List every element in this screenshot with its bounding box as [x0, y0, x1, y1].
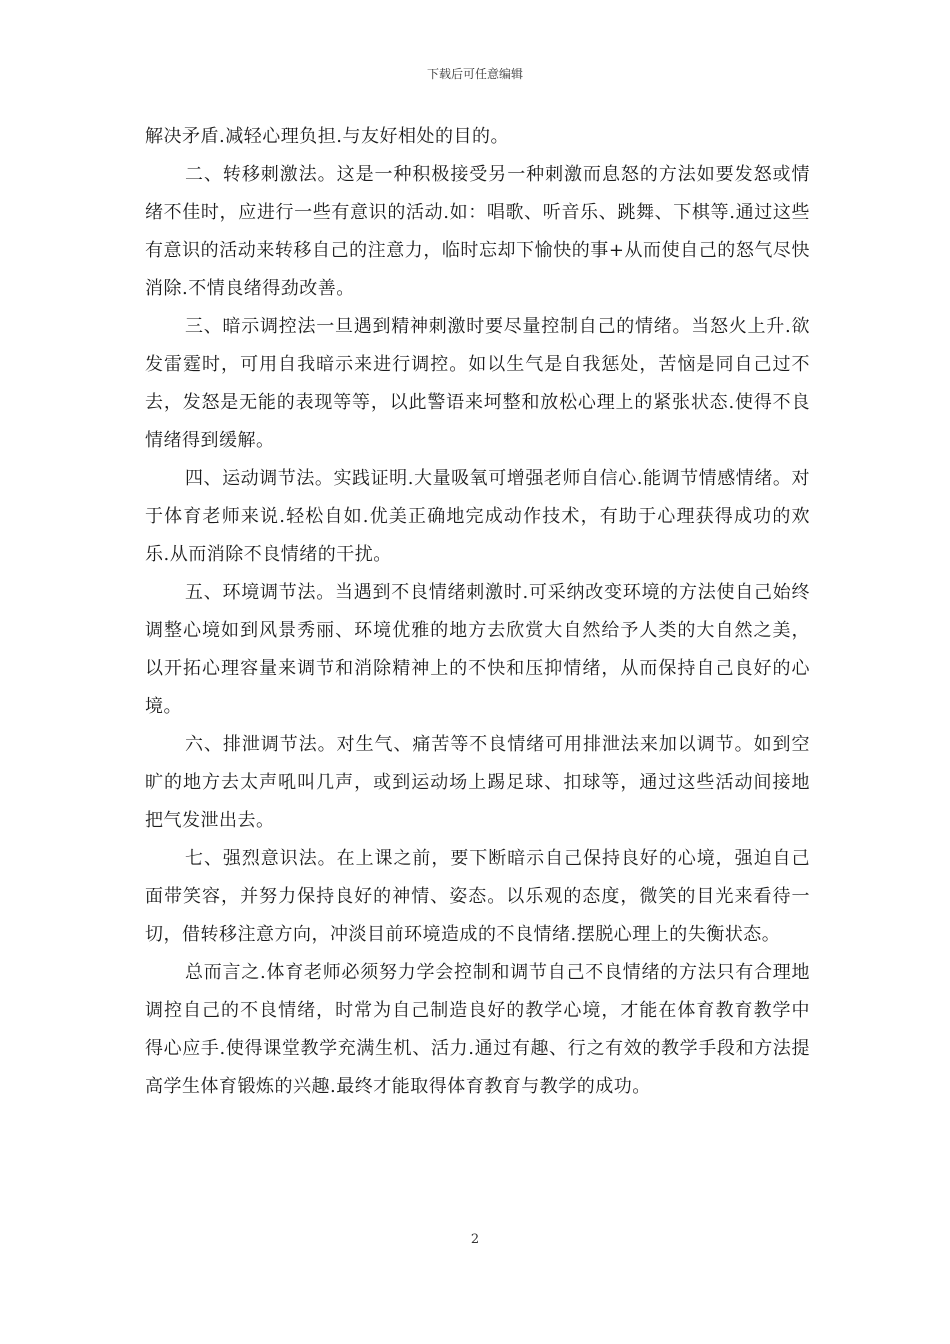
page-header: 下载后可任意编辑 — [426, 67, 523, 81]
paragraph-strong-consciousness: 七、强烈意识法。在上课之前，要下断暗示自己保持良好的心境，强迫自己面带笑容，并努力保持良好的神情、姿态。以乐观的态度，微笑的目光来看待一切，借转移注意方向，冲淡目前环境造成的不良情绪.摆脱心理上的失衡状态。 — [145, 848, 810, 945]
document-body — [145, 118, 810, 1106]
paragraph-suggestion-control: 三、暗示调控法一旦遇到精神刺激时要尽量控制自己的情绪。当怒火上升.欲发雷霆时，可用自我暗示来进行调控。如以生气是自我惩处，苦恼是同自己过不去，发怒是无能的表现等等，以此警语来坷整和放松心理上的紧张状态.使得不良情绪得到缓解。 — [145, 316, 810, 451]
paragraph-exercise-regulation: 四、运动调节法。实践证明.大量吸氧可增强老师自信心.能调节情感情绪。对于体育老师来说.轻松自如.优美正确地完成动作技术，有助于心理获得成功的欢乐.从而消除不良情绪的干扰。 — [145, 468, 810, 565]
paragraph-venting-regulation: 六、排泄调节法。对生气、痛苦等不良情绪可用排泄法来加以调节。如到空旷的地方去太声吼叫几声，或到运动场上踢足球、扣球等，通过这些活动间接地把气发泄出去。 — [145, 734, 810, 831]
paragraph-conclusion: 总而言之.体育老师必须努力学会控制和调节自己不良情绪的方法只有合理地调控自己的不良情绪，时常为自己制造良好的教学心境，才能在体育教育教学中得心应手.使得课堂教学充满生机、活力.通过有趣、行之有效的教学手段和方法提高学生体育锻炼的兴趣.最终才能取得体育教育与教学的成功。 — [145, 962, 810, 1097]
paragraph-environment-regulation: 五、环境调节法。当遇到不良情绪刺激时.可采纳改变环境的方法使自己始终调整心境如到风景秀丽、环境优雅的地方去欣赏大自然给予人类的大自然之美，以开拓心理容量来调节和消除精神上的不快和压抑情绪，从而保持自己良好的心境。 — [145, 582, 810, 717]
paragraph-transfer-stimulus: 二、转移刺激法。这是一种积极接受另一种刺激而息怒的方法如要发怒或情绪不佳时，应进行一些有意识的活动.如：唱歌、听音乐、跳舞、下棋等.通过这些有意识的活动来转移自己的注意力，临时忘却下愉快的事+从而使自己的怒气尽快消除.不情良绪得劲改善。 — [145, 164, 810, 299]
paragraph-continuation: 解决矛盾.减轻心理负担.与友好相处的目的。 — [145, 126, 509, 147]
page-number: 2 — [470, 1232, 480, 1247]
